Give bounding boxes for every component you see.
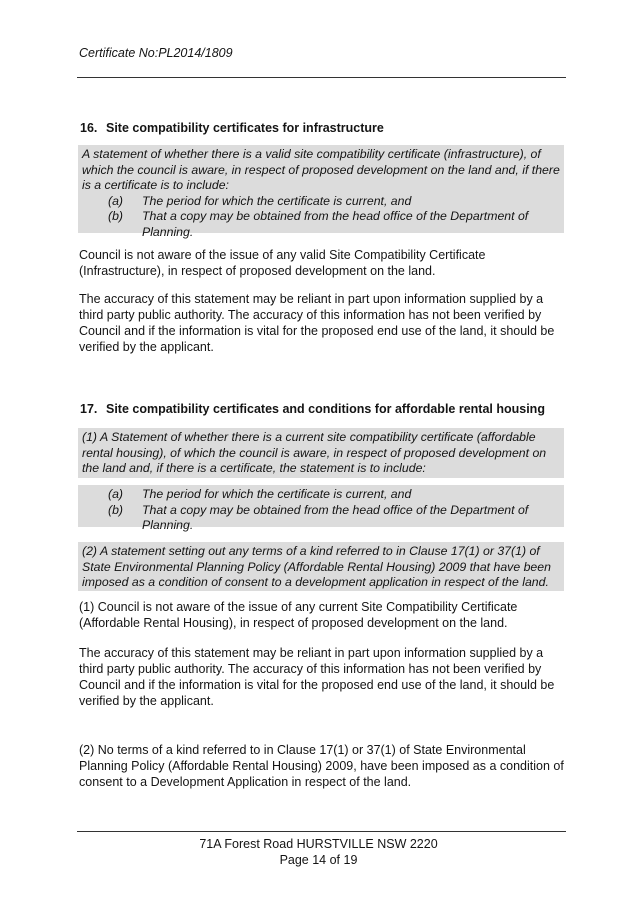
footer-rule bbox=[77, 831, 566, 832]
section-17-answer-2: (2) No terms of a kind referred to in Clause 17(1) or 37(1) of State Environmental Planning Policy (Affordable Rental Housing) 2009, have been imposed as a condition of consent to a Development Application in respect of the land. bbox=[79, 743, 564, 789]
section-16-number: 16. bbox=[80, 121, 98, 135]
section-17-title: Site compatibility certificates and conditions for affordable rental housing bbox=[106, 402, 545, 416]
section-17-heading bbox=[80, 402, 545, 416]
item-a-text: The period for which the certificate is current, and bbox=[142, 193, 412, 208]
section-16-requirement-box bbox=[78, 145, 564, 239]
section-16-title: Site compatibility certificates for infrastructure bbox=[106, 121, 384, 135]
section-16-heading bbox=[80, 121, 384, 135]
section-16-requirement: A statement of whether there is a valid site compatibility certificate (infrastructure), of which the council is aware, in respect of proposed development on the land and, if there is a certificate is to include: bbox=[82, 147, 560, 192]
page-number: Page 14 of 19 bbox=[279, 853, 358, 867]
item-a-label: (a) bbox=[108, 487, 124, 501]
item-b-label: (b) bbox=[108, 209, 124, 223]
item-b-label: (b) bbox=[108, 502, 124, 517]
section-17-item-a bbox=[82, 487, 560, 503]
section-17-answer-1: (1) Council is not aware of the issue of any current Site Compatibility Certificate (Affordable Rental Housing), in respect of proposed development on the land. bbox=[79, 600, 518, 630]
section-16-answer: Council is not aware of the issue of any valid Site Compatibility Certificate (Infrastructure), in respect of proposed development on the land. bbox=[79, 248, 486, 278]
section-17-number: 17. bbox=[80, 402, 98, 416]
section-17-items-box bbox=[78, 485, 564, 532]
footer-address: 71A Forest Road HURSTVILLE NSW 2220 bbox=[199, 837, 438, 851]
item-b-text: That a copy may be obtained from the head office of the Department of Planning. bbox=[142, 209, 529, 239]
section-16-item-b bbox=[82, 209, 560, 240]
section-17-item-b bbox=[82, 503, 560, 534]
section-16-disclaimer: The accuracy of this statement may be reliant in part upon information supplied by a third party public authority. The accuracy of this information has not been verified by Council and if the information is vital for the proposed end use of the land, it should be verified by the applicant. bbox=[79, 292, 555, 354]
item-a-text: The period for which the certificate is current, and bbox=[142, 487, 412, 501]
item-a-label: (a) bbox=[108, 193, 124, 208]
section-17-requirement-1: (1) A Statement of whether there is a current site compatibility certificate (affordable rental housing), of which the council is aware, in respect of proposed development on the land and, if there is a certificate, the statement is to include: bbox=[78, 428, 564, 478]
section-16-item-a bbox=[82, 194, 560, 210]
item-b-text: That a copy may be obtained from the head office of the Department of Planning. bbox=[142, 502, 529, 532]
header-rule bbox=[77, 77, 566, 78]
section-17-requirement-2: (2) A statement setting out any terms of a kind referred to in Clause 17(1) or 37(1) of State Environmental Planning Policy (Affordable Rental Housing) 2009 that have been imposed as a condition of consent to a development application in respect of the land. bbox=[78, 542, 564, 591]
certificate-number: Certificate No:PL2014/1809 bbox=[79, 46, 233, 60]
section-17-disclaimer: The accuracy of this statement may be reliant in part upon information supplied by a third party public authority. The accuracy of this information has not been verified by Council and if the information is vital for the proposed end use of the land, it should be verified by the applicant. bbox=[79, 646, 555, 708]
